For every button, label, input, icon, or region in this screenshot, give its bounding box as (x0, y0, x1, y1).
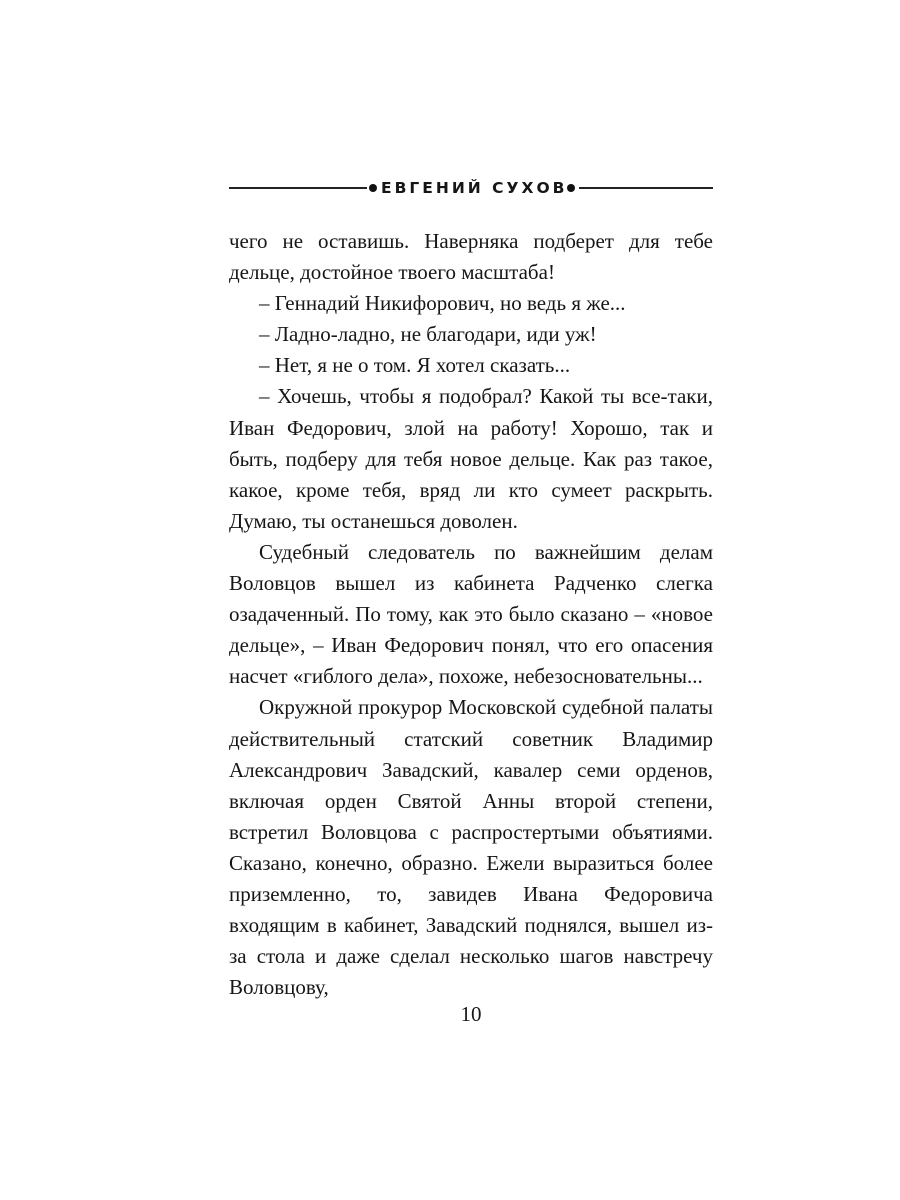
paragraph: Окружной прокурор Московской судебной палаты действительный статский советник Владимир Александрович Завадский, кавалер семи орденов, включая орден Святой Анны второй степени, встретил Воловцова с распростертыми объятиями. Сказано, конечно, образно. Ежели выразиться более приземленно, то, завидев Ивана Федоровича входящим в кабинет, Завадский поднялся, вышел из-за стола и даже сделал несколько шагов навстречу Воловцову, (229, 695, 713, 1000)
header-rule-left (229, 187, 367, 189)
paragraph: – Хочешь, чтобы я подобрал? Какой ты все-таки, Иван Федорович, злой на работу! Хорошо, так и быть, подберу для тебя новое дельце. Как раз такое, какое, кроме тебя, вряд ли кто сумеет раскрыть. Думаю, ты останешься доволен. (229, 384, 713, 533)
paragraph: чего не оставишь. Наверняка подберет для тебе дельце, достойное твоего масштаба! (229, 229, 713, 285)
paragraph: – Нет, я не о том. Я хотел сказать... (259, 353, 571, 378)
header-dot-right-icon (567, 184, 575, 192)
page-body-text (229, 226, 713, 1003)
paragraph: – Геннадий Никифорович, но ведь я же... (259, 291, 626, 316)
paragraph: Судебный следователь по важнейшим делам Воловцов вышел из кабинета Радченко слегка озадаченный. По тому, как это было сказано – «новое дельце», – Иван Федорович понял, что его опасения насчет «гиблого дела», похоже, небезосновательны... (229, 539, 713, 689)
running-head-author: ЕВГЕНИЙ СУХОВ (381, 179, 568, 197)
running-head (229, 176, 713, 200)
header-rule-right (579, 187, 713, 189)
header-dot-left-icon (369, 184, 377, 192)
page-number: 10 (460, 1002, 482, 1026)
paragraph: – Ладно-ладно, не благодари, иди уж! (259, 322, 597, 347)
